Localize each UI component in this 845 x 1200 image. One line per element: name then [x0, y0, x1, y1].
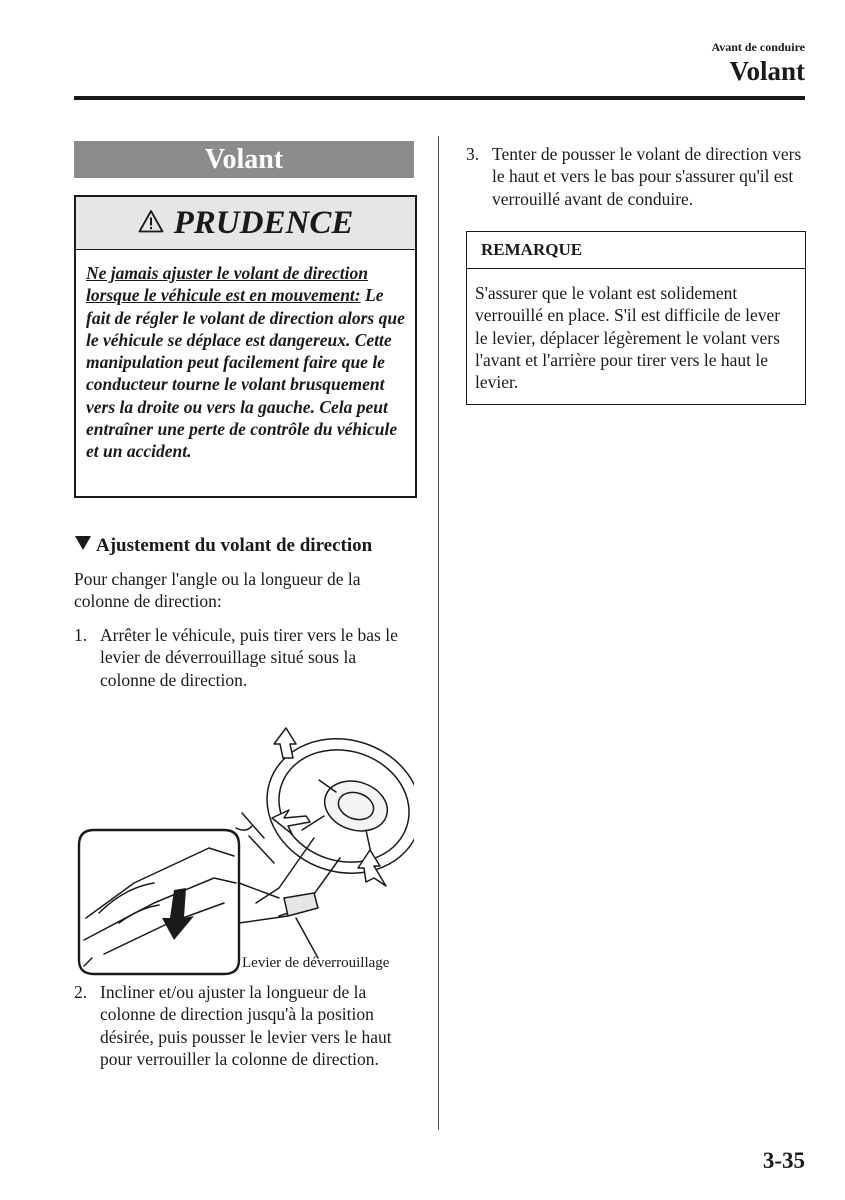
step-3 [466, 143, 806, 210]
caution-text: Le fait de régler le volant de direction alors que le véhicule se déplace est dangereux. Cette manipulation peut facilement faire que le conducteur tourne le volant brusquement vers la droite ou vers la gauche. Cela peut entraîner une perte de contrôle du véhicule et un accident. [86, 285, 405, 462]
subheading-text: Ajustement du volant de direction [96, 535, 373, 556]
step-2 [74, 981, 414, 1070]
step-number: 1. [74, 625, 88, 645]
header-section-title: Volant [729, 56, 805, 86]
step-text: Incliner et/ou ajuster la longueur de la colonne de direction jusqu'à la position désirée, puis pousser le levier vers le haut pour verrouiller la colonne de direction. [100, 982, 392, 1069]
caution-box [74, 195, 417, 498]
intro-paragraph: Pour changer l'angle ou la longueur de la colonne de direction: [74, 569, 361, 612]
caution-title: PRUDENCE [173, 204, 354, 241]
caution-lead: Ne jamais ajuster le volant de direction lorsque le véhicule est en mouvement: [86, 263, 368, 306]
note-body: S'assurer que le volant est solidement verrouillé en place. S'il est difficile de lever le levier, déplacer légèrement le volant vers l'avant et l'arrière pour tirer vers le haut le levier. [475, 283, 781, 393]
steering-column-illustration [74, 718, 414, 980]
warning-triangle-icon [138, 209, 164, 238]
header-section-label: Avant de conduire [711, 40, 805, 54]
caution-body [76, 250, 415, 463]
header-rule [74, 96, 805, 100]
step-number: 2. [74, 982, 88, 1002]
figure-caption: Levier de déverrouillage [242, 955, 390, 971]
step-1 [74, 624, 404, 691]
page-number: 3-35 [762, 1148, 805, 1173]
note-box [466, 231, 806, 405]
step-text: Arrêter le véhicule, puis tirer vers le bas le levier de déverrouillage situé sous la colonne de direction. [100, 625, 398, 690]
triangle-down-icon [74, 535, 92, 557]
caution-header [76, 197, 415, 250]
column-divider [438, 136, 439, 1130]
step-number: 3. [466, 144, 480, 164]
section-title-bar: Volant [74, 141, 414, 178]
step-text: Tenter de pousser le volant de direction vers le haut et vers le bas pour s'assurer qu'il est verrouillé avant de conduire. [492, 144, 802, 209]
note-title: REMARQUE [467, 232, 805, 269]
subheading [74, 535, 372, 557]
